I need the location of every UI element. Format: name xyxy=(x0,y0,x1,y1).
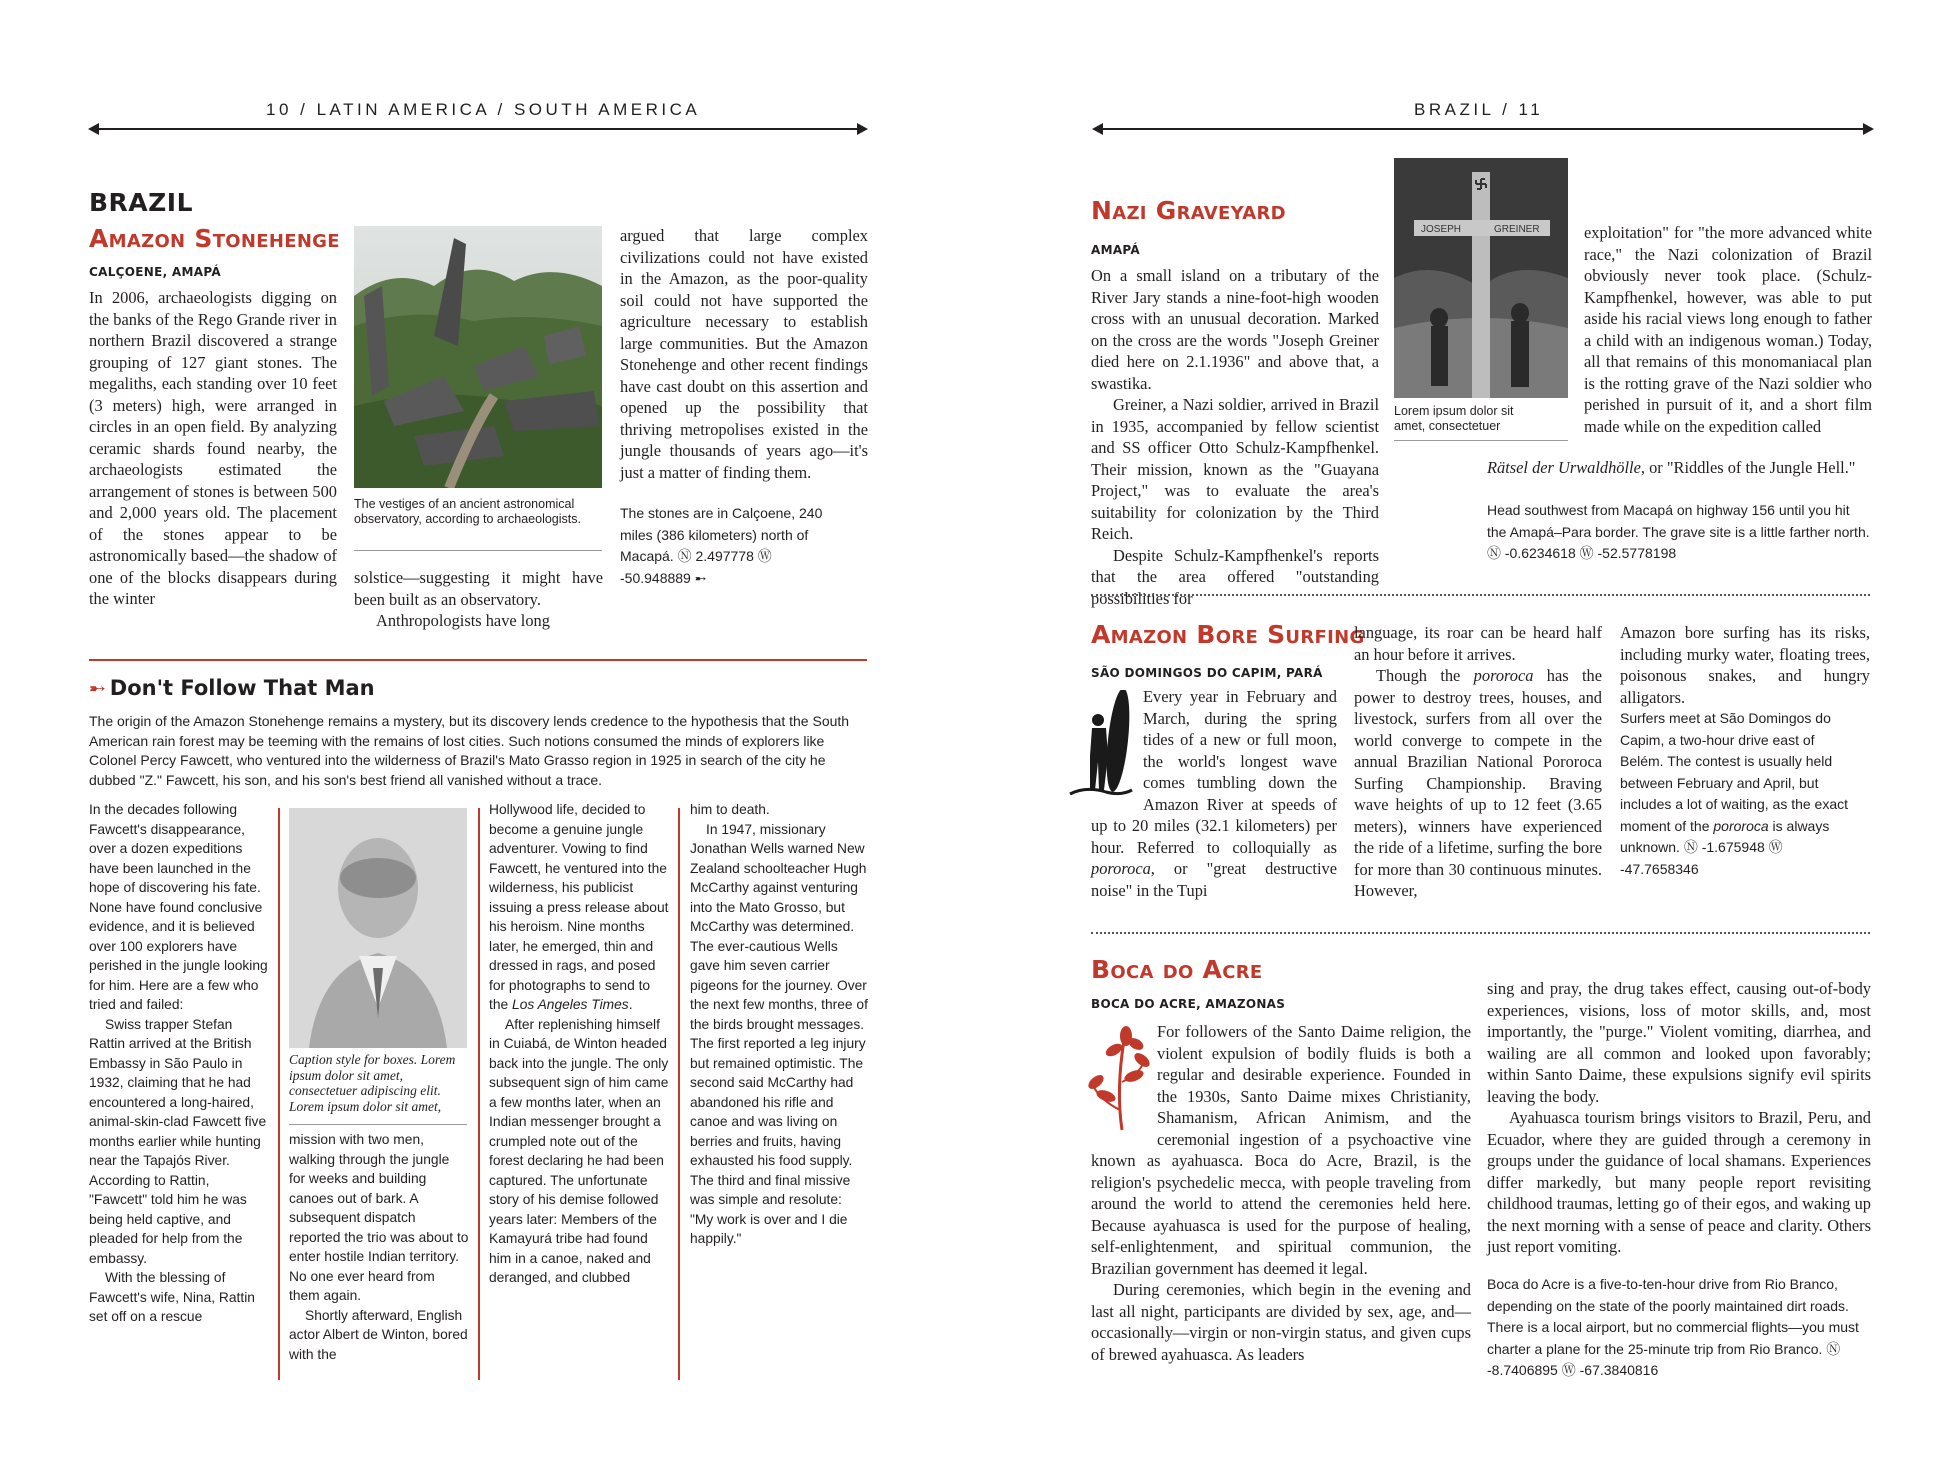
bore-body-col2: language, its roar can be heard half an hour before it arrives. Though the pororoca has the power to destroy trees, houses, and livestock, surfers from all over the world converge to compete in the annual Brazilian National Pororoca Surfing Championship. Braving wave heights of up to 12 feet (3.65 meters), winners have experienced the ride of a lifetime, surfing the bore for more than 30 continuous minutes. However, xyxy=(1354,623,1602,900)
svg-text:GREINER: GREINER xyxy=(1494,224,1540,235)
country-heading: BRAZIL xyxy=(89,188,194,217)
entry-body-col1: In 2006, archaeologists digging on the banks of the Rego Grande river in northern Brazil discovered a strange grouping of 127 giant stones. The megaliths, each standing over 10 feet (3 meters) high, were arranged in circles in an open field. By analyzing ceramic shards found nearby, the archaeologists estimated the arrangement of stones is between 500 and 2,000 years old. The placement of the stones appear to be astronomically based—the shadow of one of the blocks disappears during the winter xyxy=(89,288,337,608)
running-head-right: BRAZIL / 11 xyxy=(1414,100,1544,119)
boca-info: Boca do Acre is a five-to-ten-hour drive from Rio Branco, depending on the state of the poorly maintained dirt roads. There is a local airport, but no commercial flights—you must charter a plane for the 25-minute trip from Rio Branco. Ⓝ -8.7406895 Ⓦ -67.3840816 xyxy=(1487,1276,1859,1378)
north-coordinate-icon: Ⓝ xyxy=(1683,839,1698,855)
box-intro: The origin of the Amazon Stonehenge remains a mystery, but its discovery lends credence to the hypothesis that the South American rain forest may be teeming with the remains of lost cities. Such notions consumed the minds of explorers like Colonel Percy Fawcett, who ventured into the wilderness of Brazil's Mato Grasso region in 1925 in search of the city he dubbed "Z." Fawcett, his son, and his son's best friend all vanished without a trace. xyxy=(89,713,850,788)
nazi-place: AMAPÁ xyxy=(1091,243,1140,257)
bore-body-col3: Amazon bore surfing has its risks, including murky water, floating trees, poisonous snakes, and hungry alligators. xyxy=(1620,623,1870,707)
caption-rule xyxy=(354,550,602,551)
box-heading: ➸ Don't Follow That Man xyxy=(89,676,375,700)
head-rule-left xyxy=(90,128,866,130)
fawcett-portrait-photo xyxy=(289,808,467,1048)
section-divider-2 xyxy=(1091,932,1870,934)
box-col1: In the decades following Fawcett's disappearance, over a dozen expeditions have been launched in the hope of discovering his fate. None have found conclusive evidence, and it is believed over 100 explorers have perished in the jungle looking for him. Here are a few who tried and failed: Swiss trapper Stefan Rattin arrived at the British Embassy in São Paulo in 1932, claiming that he had encountered a long-haired, animal-skin-clad Fawcett five months earlier while hunting near the Tapajós River. According to Rattin, "Fawcett" told him he was being held captive, and pleaded for help from the embassy. With the blessing of Fawcett's wife, Nina, Rattin set off on a rescue xyxy=(89,802,268,1324)
west-coordinate-icon: Ⓦ xyxy=(1579,545,1594,561)
west-coordinate-icon: Ⓦ xyxy=(1561,1362,1576,1378)
grave-photo-caption: Lorem ipsum dolor sit amet, consectetuer xyxy=(1394,404,1514,433)
box-col-divider-3 xyxy=(678,808,680,1380)
box-col-divider-2 xyxy=(478,808,480,1380)
boca-place: BOCA DO ACRE, AMAZONAS xyxy=(1091,997,1286,1011)
bore-body-col1: Every year in February and March, during the spring tides of a new or full moon, the world's longest wave comes tumbling down the Amazon River at speeds of up to 20 miles (32.1 kilometers) per hour. Referred to colloquially as pororoca, or "great destructive noise" in the Tupi xyxy=(1091,687,1337,900)
nazi-body-col2-film: Rätsel der Urwaldhölle, or "Riddles of the Jungle Hell." xyxy=(1487,458,1856,477)
north-coordinate-icon: Ⓝ xyxy=(677,548,692,564)
boca-body-col2: sing and pray, the drug takes effect, causing out-of-body experiences, visions, loss of motor skills, and, most importantly, the "purge." Violent vomiting, diarrhea, and wailing are all common and looked upon favorably; within Santo Daime, these expulsions signify evil spirits leaving the body. Ayahuasca tourism brings visitors to Brazil, Peru, and Ecuador, where they are guided through a ceremony in groups under the guidance of local shamans. Experiences differ markedly, but many people report revisiting childhood traumas, letting go of their egos, and waking up the next morning with a sense of peace and clarity. Others just report vomiting. xyxy=(1487,979,1871,1256)
nazi-body-col1: On a small island on a tributary of the River Jary stands a nine-foot-high wooden cross with an unusual decoration. Marked on the cross are the words "Joseph Greiner died here on 2.1.1936" and above that, a swastika. Greiner, a Nazi soldier, arrived in Brazil in 1935, accompanied by fellow scientist and SS officer Otto Schulz-Kampfhenkel. Their mission, known as the "Guayana Project," was to evaluate the area's suitability for colonization by the Third Reich. Despite Schulz-Kampfhenkel's reports that the area offered "outstanding possibilities for xyxy=(1091,266,1379,608)
arrow-mark-icon: ➸ xyxy=(694,570,707,587)
entry-body-under-photo: solstice—suggesting it might have been built as an observatory. Anthropologists have long xyxy=(354,568,603,630)
west-coordinate-icon: Ⓦ xyxy=(757,548,772,564)
entry-title-boca-do-acre: Boca do Acre xyxy=(1091,955,1263,984)
stonehenge-info: The stones are in Calçoene, 240 miles (386 kilometers) north of Macapá. Ⓝ 2.497778 Ⓦ -50.948889 ➸ xyxy=(620,505,823,587)
nazi-body-col2-top: exploitation" for "the more advanced white race," the Nazi colonization of Brazil obviously never took place. (Schulz-Kampfhenkel, however, was able to put aside his racial views long enough to father a child with an indigenous woman.) Today, all that remains of this monomaniacal plan is the rotting grave of the Nazi soldier who perished in pursuit of it, and a short film made while on the expedition called xyxy=(1584,223,1872,436)
grave-caption-rule xyxy=(1394,440,1568,441)
grave-cross-photo xyxy=(1394,158,1568,398)
arrow-mark-icon: ➸ xyxy=(89,676,106,700)
north-coordinate-icon: Ⓝ xyxy=(1826,1340,1841,1357)
box-top-rule xyxy=(89,659,867,661)
stonehenge-photo-caption: The vestiges of an ancient astronomical observatory, according to archaeologists. xyxy=(354,497,581,526)
entry-title-nazi-graveyard: Nazi Graveyard xyxy=(1091,196,1286,225)
entry-place: CALÇOENE, AMAPÁ xyxy=(89,265,221,279)
box-photo-caption: Caption style for boxes. Lorem ipsum dolor sit amet, consectetuer adipiscing elit. Lorem ipsum dolor sit amet, xyxy=(289,1052,456,1114)
north-coordinate-icon: Ⓝ xyxy=(1487,545,1501,561)
section-divider-1 xyxy=(1091,594,1870,596)
stonehenge-photo xyxy=(354,226,602,488)
west-coordinate-icon: Ⓦ xyxy=(1768,839,1783,855)
head-rule-right xyxy=(1094,128,1872,130)
boca-body-col1: For followers of the Santo Daime religion, the violent expulsion of bodily fluids is both a regular and desirable experience. Founded in the 1930s, Santo Daime mixes Christianity, Shamanism, African Animism, and the ceremonial ingestion of a psychoactive vine known as ayahuasca. Boca do Acre, Brazil, is the religion's psychedelic mecca, with people traveling from around the world to attend the ceremonies held here. Because ayahuasca is used for the purpose of healing, self-enlightenment, and spiritual communion, the Brazilian government has deemed it legal. During ceremonies, which begin in the evening and last all night, participants are divided by sex, age, and—occasionally—virgin or non-virgin status, and given cups of brewed ayahuasca. As leaders xyxy=(1091,1022,1471,1364)
box-col3: Hollywood life, decided to become a genuine jungle adventurer. Vowing to find Fawcett, he ventured into the wilderness, his publicist issuing a press release about his heroism. Nine months later, he emerged, thin and dressed in rags, and posed for photographs to send to the Los Angeles Times. After replenishing himself in Cuiabá, de Winton headed back into the jungle. The only subsequent sign of him came a few months later, when an Indian messenger brought a crumpled note out of the forest declaring he had been captured. The unfortunate story of his demise followed years later: Members of the Kamayurá tribe had found him in a canoe, naked and deranged, and clubbed xyxy=(489,802,669,1285)
entry-body-col3: argued that large complex civilizations could not have existed in the Amazon, as the poor-quality soil could not have supported the agriculture necessary to establish large communities. But the Amazon Stonehenge and other recent findings have cast doubt on this assertion and opened up the possibility that thriving metropolises existed in the jungle thousands of years ago—it's just a matter of finding them. xyxy=(620,226,868,482)
box-col4: him to death. In 1947, missionary Jonathan Wells warned New Zealand schoolteacher Hugh McCarthy against venturing into the Mato Grosso, but McCarthy was determined. The ever-cautious Wells gave him seven carrier pigeons for the journey. Over the next few months, three of the birds brought messages. The first reported a leg injury but remained optimistic. The second said McCarthy had abandoned his rifle and canoe and was living on berries and fruits, having exhausted his food supply. The third and final missive was simple and resolute: "My work is over and I die happily." xyxy=(690,802,868,1246)
nazi-info: Head southwest from Macapá on highway 156 until you hit the Amapá–Para border. The grave site is a little farther north. Ⓝ -0.6234618 Ⓦ -52.5778198 xyxy=(1487,502,1870,561)
box-caption-rule xyxy=(289,1124,467,1125)
entry-title-bore-surfing: Amazon Bore Surfing xyxy=(1091,620,1365,649)
box-col-divider-1 xyxy=(278,808,280,1380)
entry-title-amazon-stonehenge: Amazon Stonehenge xyxy=(89,224,340,253)
bore-info: Surfers meet at São Domingos do Capim, a two-hour drive east of Belém. The contest is usually held between February and April, but includes a lot of waiting, as the exact moment of the pororoca is always unknown. Ⓝ -1.675948 Ⓦ -47.7658346 xyxy=(1620,710,1849,877)
svg-text:JOSEPH: JOSEPH xyxy=(1421,224,1462,235)
running-head-left: 10 / LATIN AMERICA / SOUTH AMERICA xyxy=(266,100,701,119)
box-col2: mission with two men, walking through the jungle for weeks and building canoes out of bark. A subsequent dispatch reported the trio was about to enter hostile Indian territory. No one ever heard from them again. Shortly afterward, English actor Albert de Winton, bored with the xyxy=(289,1132,469,1362)
bore-place: SÃO DOMINGOS DO CAPIM, PARÁ xyxy=(1091,666,1323,680)
